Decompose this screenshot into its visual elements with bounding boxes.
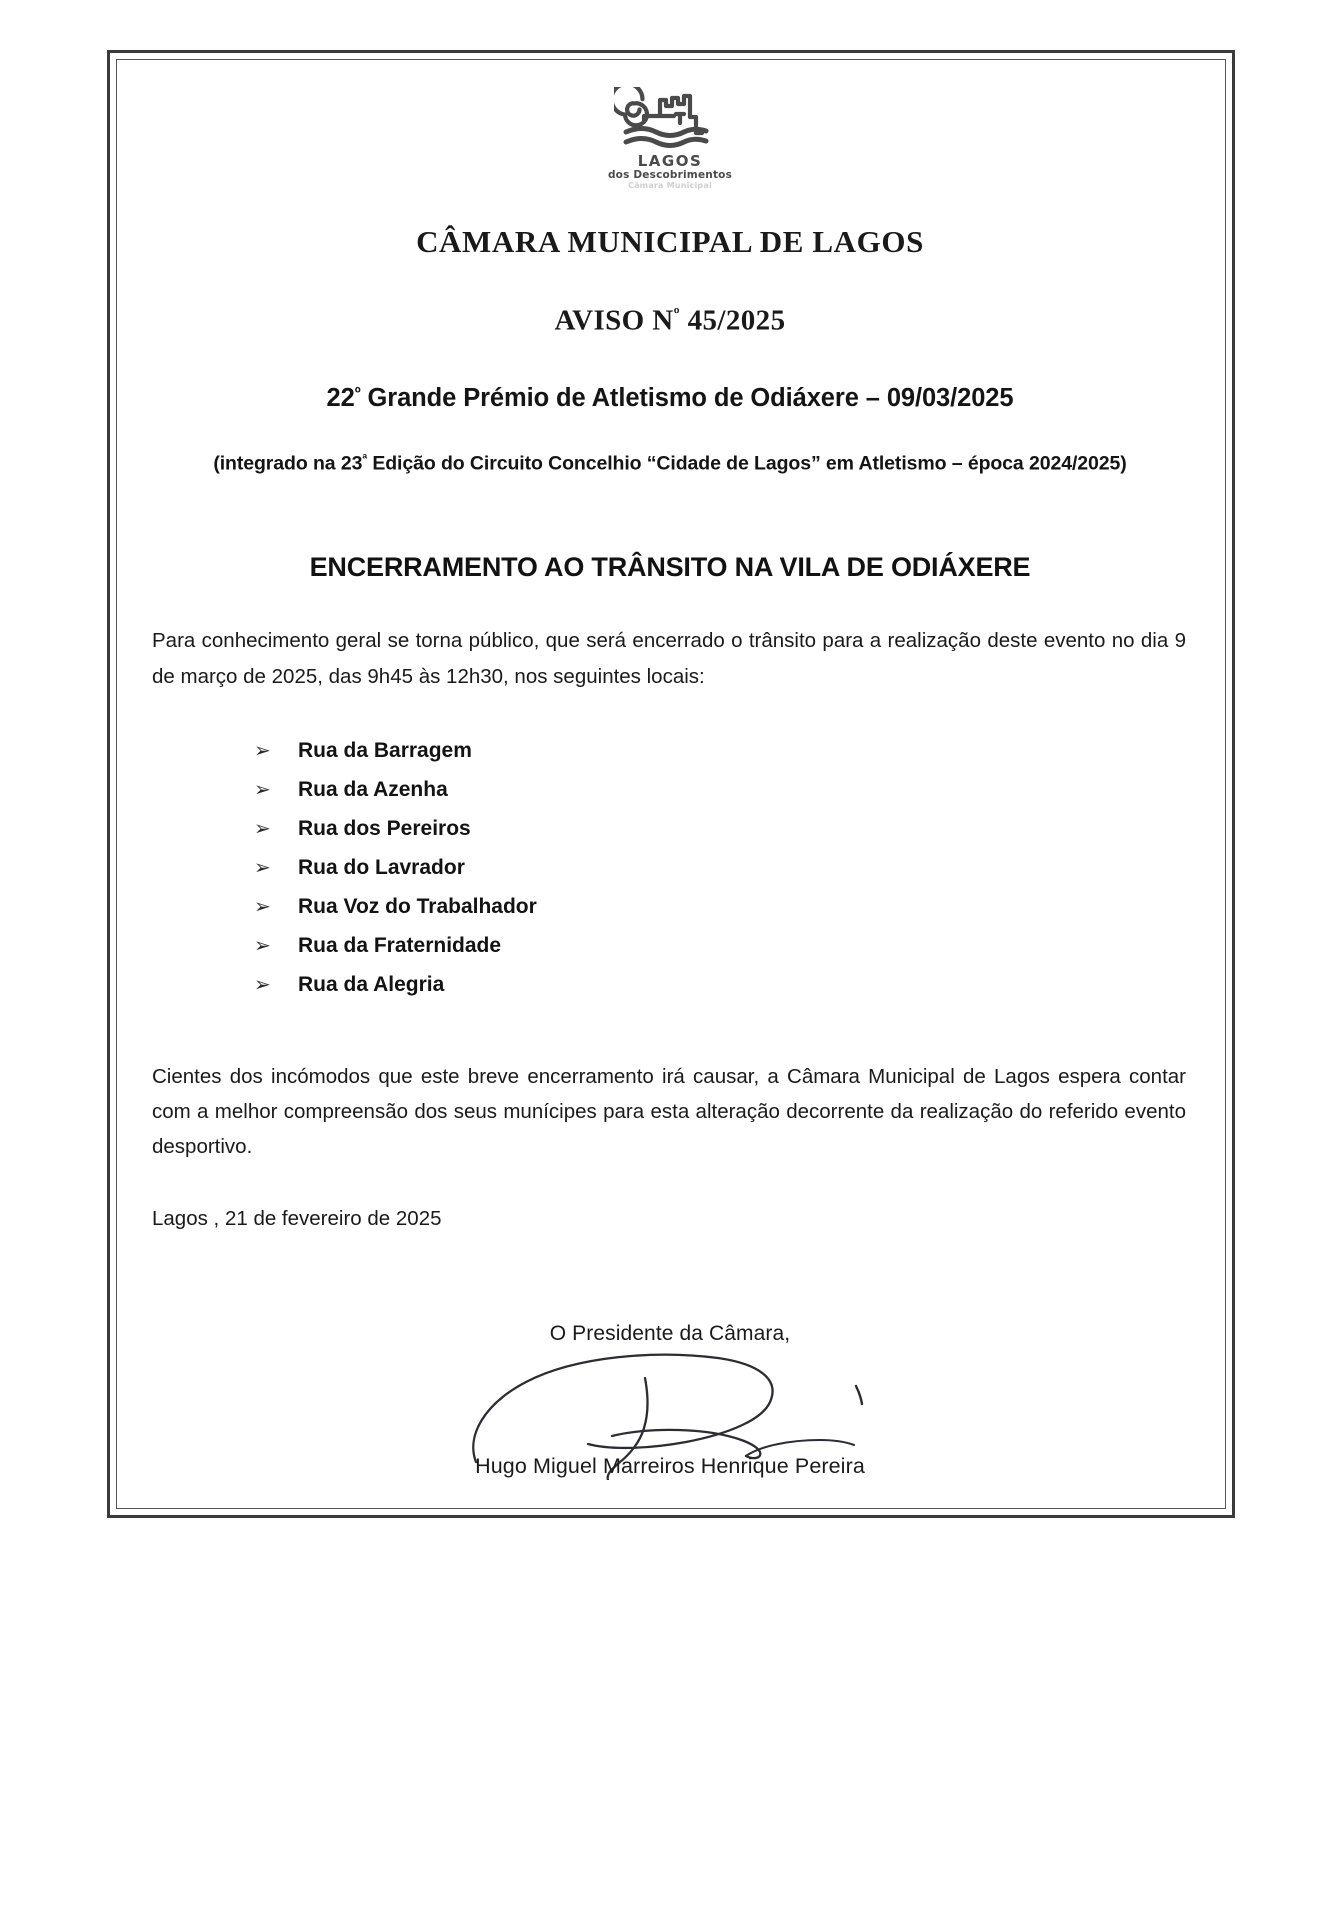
body-paragraph: Para conhecimento geral se torna público, que será encerrado o trânsito para a realização deste evento no dia 9 de março de 2025, das 9h45 às 12h30, nos seguintes locais:	[152, 629, 1186, 688]
arrow-bullet-icon: ➢	[254, 932, 271, 957]
event-title-ordinal: º	[354, 383, 361, 402]
arrow-bullet-icon: ➢	[254, 737, 271, 762]
notice-heading-prefix: AVISO N	[554, 304, 674, 337]
list-item	[254, 737, 1190, 762]
street-name: Rua da Fraternidade	[298, 933, 502, 957]
place-and-date: Lagos , 21 de fevereiro de 2025	[152, 1206, 442, 1230]
street-name: Rua do Lavrador	[298, 855, 465, 879]
event-subtitle-part1: (integrado na 23	[213, 452, 363, 475]
list-item	[254, 815, 1190, 840]
street-name: Rua Voz do Trabalhador	[298, 894, 537, 918]
street-name: Rua da Azenha	[298, 777, 448, 801]
event-subtitle-ordinal: ª	[362, 450, 367, 466]
logo-wordmark: LAGOS	[637, 152, 703, 170]
logo-entity-line: Câmara Municipal	[628, 180, 712, 190]
notice-heading	[150, 304, 1190, 337]
signature-title: O Presidente da Câmara,	[549, 1321, 791, 1345]
lagos-coat-of-arms-icon	[614, 87, 726, 153]
signature-block	[150, 1322, 1190, 1500]
notice-heading-number: 45/2025	[679, 304, 786, 337]
list-item	[254, 893, 1190, 918]
signature-area	[150, 1350, 1190, 1500]
logo-tagline: dos Descobrimentos	[607, 168, 733, 181]
event-title-rest: Grande Prémio de Atletismo de Odiáxere – 09/03/2025	[360, 383, 1014, 412]
event-subtitle	[150, 449, 1190, 479]
event-subtitle-part2: Edição do Circuito Concelhio “Cidade de Lagos” em Atletismo – época 2024/2025)	[367, 452, 1127, 475]
signature-name: Hugo Miguel Marreiros Henrique Pereira	[475, 1453, 865, 1478]
closing-paragraph: Cientes dos incómodos que este breve encerramento irá causar, a Câmara Municipal de Lagos espera contar com a melhor compreensão dos seus munícipes para esta alteração decorrente da realização do referido evento desportivo.	[152, 1064, 1186, 1159]
notice-heading-ordinal: º	[673, 304, 680, 325]
event-title-prefix: 22	[326, 383, 355, 412]
entity-heading: CÂMARA MUNICIPAL DE LAGOS	[416, 224, 924, 260]
list-item	[254, 776, 1190, 801]
arrow-bullet-icon: ➢	[254, 971, 271, 996]
main-heading: ENCERRAMENTO AO TRÂNSITO NA VILA DE ODIÁXERE	[309, 552, 1031, 583]
arrow-bullet-icon: ➢	[254, 893, 271, 918]
document-content	[150, 75, 1190, 1500]
arrow-bullet-icon: ➢	[254, 815, 271, 840]
street-name: Rua da Alegria	[298, 972, 445, 996]
arrow-bullet-icon: ➢	[254, 776, 271, 801]
arrow-bullet-icon: ➢	[254, 854, 271, 879]
street-name: Rua da Barragem	[298, 738, 472, 762]
closed-streets-list	[150, 737, 1190, 996]
municipality-logo	[150, 87, 1190, 190]
list-item	[254, 971, 1190, 996]
street-name: Rua dos Pereiros	[298, 816, 471, 840]
list-item	[254, 854, 1190, 879]
event-title	[150, 384, 1190, 413]
list-item	[254, 932, 1190, 957]
